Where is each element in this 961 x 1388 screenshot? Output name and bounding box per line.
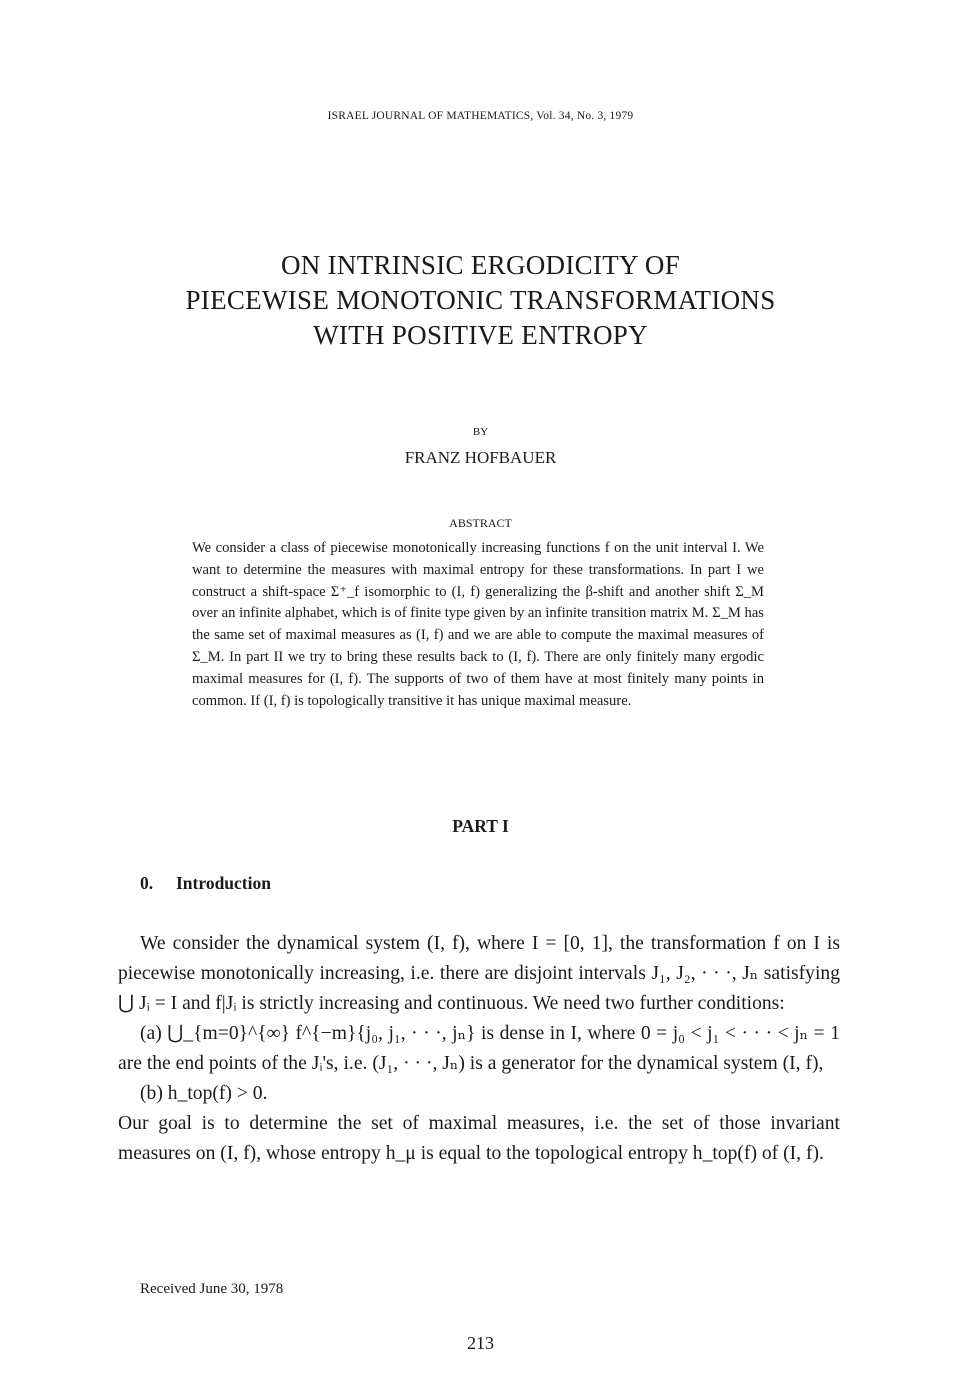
part-heading: PART I <box>452 816 509 836</box>
section-number: 0. <box>140 873 154 893</box>
intro-paragraph-2: Our goal is to determine the set of maximal measures, i.e. the set of those invariant measures on (I, f), whose entropy h_μ is equal to the topological entropy h_top(f) of (I, f). <box>118 1113 840 1164</box>
abstract-heading: ABSTRACT <box>449 516 512 530</box>
section-title: Introduction <box>176 873 271 893</box>
condition-a: (a) ⋃_{m=0}^{∞} f^{−m}{j₀, j₁, · · ·, jₙ} is dense in I, where 0 = j₀ < j₁ < · · · < jₙ = 1 are the end points of the Jᵢ's, i.e. (J₁, · · ·, Jₙ) is a generator for the dynamical system (I, f), <box>118 1023 840 1074</box>
body-text <box>118 929 840 1169</box>
title-line-1: ON INTRINSIC ERGODICITY OF <box>280 250 681 280</box>
condition-b: (b) h_top(f) > 0. <box>140 1083 268 1104</box>
title-line-2: PIECEWISE MONOTONIC TRANSFORMATIONS <box>185 285 776 315</box>
journal-header: ISRAEL JOURNAL OF MATHEMATICS, Vol. 34, No. 3, 1979 <box>327 110 634 122</box>
paper-title <box>0 248 961 353</box>
abstract-text: We consider a class of piecewise monotonically increasing functions f on the unit interval I. We want to determine the measures with maximal entropy for these transformations. In part I we construct a shift-space Σ⁺_f isomorphic to (I, f) generalizing the β-shift and another shift Σ_M over an infinite alphabet, which is of finite type given by an infinite transition matrix M. Σ_M has the same set of maximal measures as (I, f) and we are able to compute the maximal measures of Σ_M. In part II we try to bring these results back to (I, f). There are only finitely many ergodic maximal measures for (I, f). The supports of two of them have at most finitely many points in common. If (I, f) is topologically transitive it has unique maximal measure. <box>192 540 764 709</box>
author-name: FRANZ HOFBAUER <box>404 448 557 467</box>
byline-by: BY <box>472 426 489 438</box>
page-number: 213 <box>467 1333 494 1353</box>
section-heading <box>140 873 271 894</box>
title-line-3: WITH POSITIVE ENTROPY <box>313 320 648 350</box>
received-date: Received June 30, 1978 <box>140 1281 284 1297</box>
intro-paragraph-1: We consider the dynamical system (I, f), where I = [0, 1], the transformation f on I is piecewise monotonically increasing, i.e. there are disjoint intervals J₁, J₂, · · ·, Jₙ satisfying ⋃ Jᵢ = I and f|Jᵢ is strictly increasing and continuous. We need two further conditions: <box>118 933 840 1014</box>
